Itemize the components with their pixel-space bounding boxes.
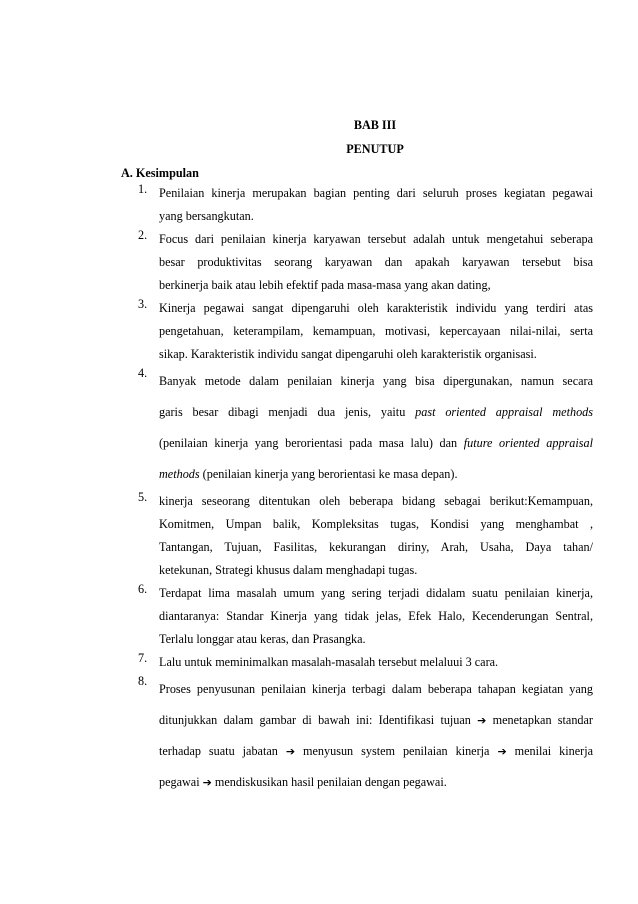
item-number: 5. (138, 490, 148, 504)
item-italic-text: methods (159, 467, 200, 481)
item-line (159, 459, 593, 490)
item-text: (penilaian kinerja yang berorientasi ke masa depan). (202, 467, 458, 481)
item-text: menyusun system penilaian kinerja (303, 744, 490, 758)
item-text: menilai kinerja (514, 744, 594, 758)
item-text: ditunjukkan dalam gambar di bawah ini: Identifikasi tujuan (159, 713, 471, 727)
item-line: Tantangan, Tujuan, Fasilitas, kekurangan diriny, Arah, Usaha, Daya tahan/ (159, 540, 593, 554)
item-line: Terdapat lima masalah umum yang sering terjadi didalam suatu penilaian kinerja, (159, 586, 593, 600)
arrow-right-icon: ➔ (477, 714, 487, 727)
item-line: Lalu untuk meminimalkan masalah-masalah tersebut melaluui 3 cara. (159, 655, 499, 669)
chapter-title: PENUTUP (346, 142, 404, 156)
item-line: berkinerja baik atau lebih efektif pada masa-masa yang akan dating, (159, 278, 491, 292)
arrow-right-icon: ➔ (497, 745, 507, 758)
item-line (159, 397, 593, 428)
item-line: Terlalu longgar atau keras, dan Prasangka. (159, 632, 366, 646)
item-line: Banyak metode dalam penilaian kinerja yang bisa dipergunakan, namun secara (159, 374, 593, 388)
item-italic-text: future oriented appraisal (463, 436, 593, 450)
item-line: besar produktivitas seorang karyawan dan apakah karyawan tersebut bisa (159, 255, 593, 269)
item-line: sikap. Karakteristik individu sangat dipengaruhi oleh karakteristik organisasi. (159, 347, 537, 361)
item-text: terhadap suatu jabatan (159, 744, 278, 758)
item-text: mendiskusikan hasil penilaian dengan pegawai. (214, 775, 447, 789)
item-line: ketekunan, Strategi khusus dalam menghadapi tugas. (159, 563, 418, 577)
conclusion-list (121, 182, 593, 798)
item-line: Komitmen, Umpan balik, Kompleksitas tugas, Kondisi yang menghambat , (159, 517, 593, 531)
item-line: Proses penyusunan penilaian kinerja terbagi dalam beberapa tahapan kegiatan yang (159, 682, 593, 696)
item-line (159, 736, 593, 767)
item-line: Focus dari penilaian kinerja karyawan tersebut adalah untuk mengetahui seberapa (159, 232, 593, 246)
arrow-right-icon: ➔ (285, 745, 296, 758)
list-item (121, 674, 593, 798)
item-line: diantaranya: Standar Kinerja yang tidak jelas, Efek Halo, Kecenderungan Sentral, (159, 609, 593, 623)
item-text: menetapkan standar (492, 713, 593, 727)
list-item (121, 490, 593, 582)
item-line (159, 767, 593, 798)
item-number: 8. (138, 674, 148, 688)
item-number: 4. (138, 366, 148, 380)
item-text: garis besar dibagi menjadi dua jenis, yaitu (159, 405, 406, 419)
item-line (159, 428, 593, 459)
item-number: 2. (138, 228, 148, 242)
item-number: 3. (138, 297, 148, 311)
item-line: Kinerja pegawai sangat dipengaruhi oleh karakteristik individu yang terdiri atas (159, 301, 593, 315)
item-number: 6. (138, 582, 148, 596)
item-line (159, 705, 593, 736)
list-item (121, 297, 593, 366)
arrow-right-icon: ➔ (202, 776, 212, 789)
item-number: 1. (138, 182, 148, 196)
list-item (121, 651, 593, 674)
list-item (121, 182, 593, 228)
item-line: Penilaian kinerja merupakan bagian penting dari seluruh proses kegiatan pegawai (159, 186, 593, 200)
item-text: (penilaian kinerja yang berorientasi pada masa lalu) dan (159, 436, 458, 450)
item-text: pegawai (159, 775, 200, 789)
item-line: kinerja seseorang ditentukan oleh beberapa bidang sebagai berikut:Kemampuan, (159, 494, 593, 508)
list-item (121, 582, 593, 651)
item-line: pengetahuan, keterampilam, kemampuan, motivasi, kepercayaan nilai-nilai, serta (159, 324, 593, 338)
item-number: 7. (138, 651, 148, 665)
section-heading: A. Kesimpulan (121, 166, 199, 180)
chapter-heading: BAB III (353, 118, 397, 132)
list-item (121, 366, 593, 490)
list-item (121, 228, 593, 297)
item-line: yang bersangkutan. (159, 209, 254, 223)
item-italic-text: past oriented appraisal methods (415, 405, 593, 419)
